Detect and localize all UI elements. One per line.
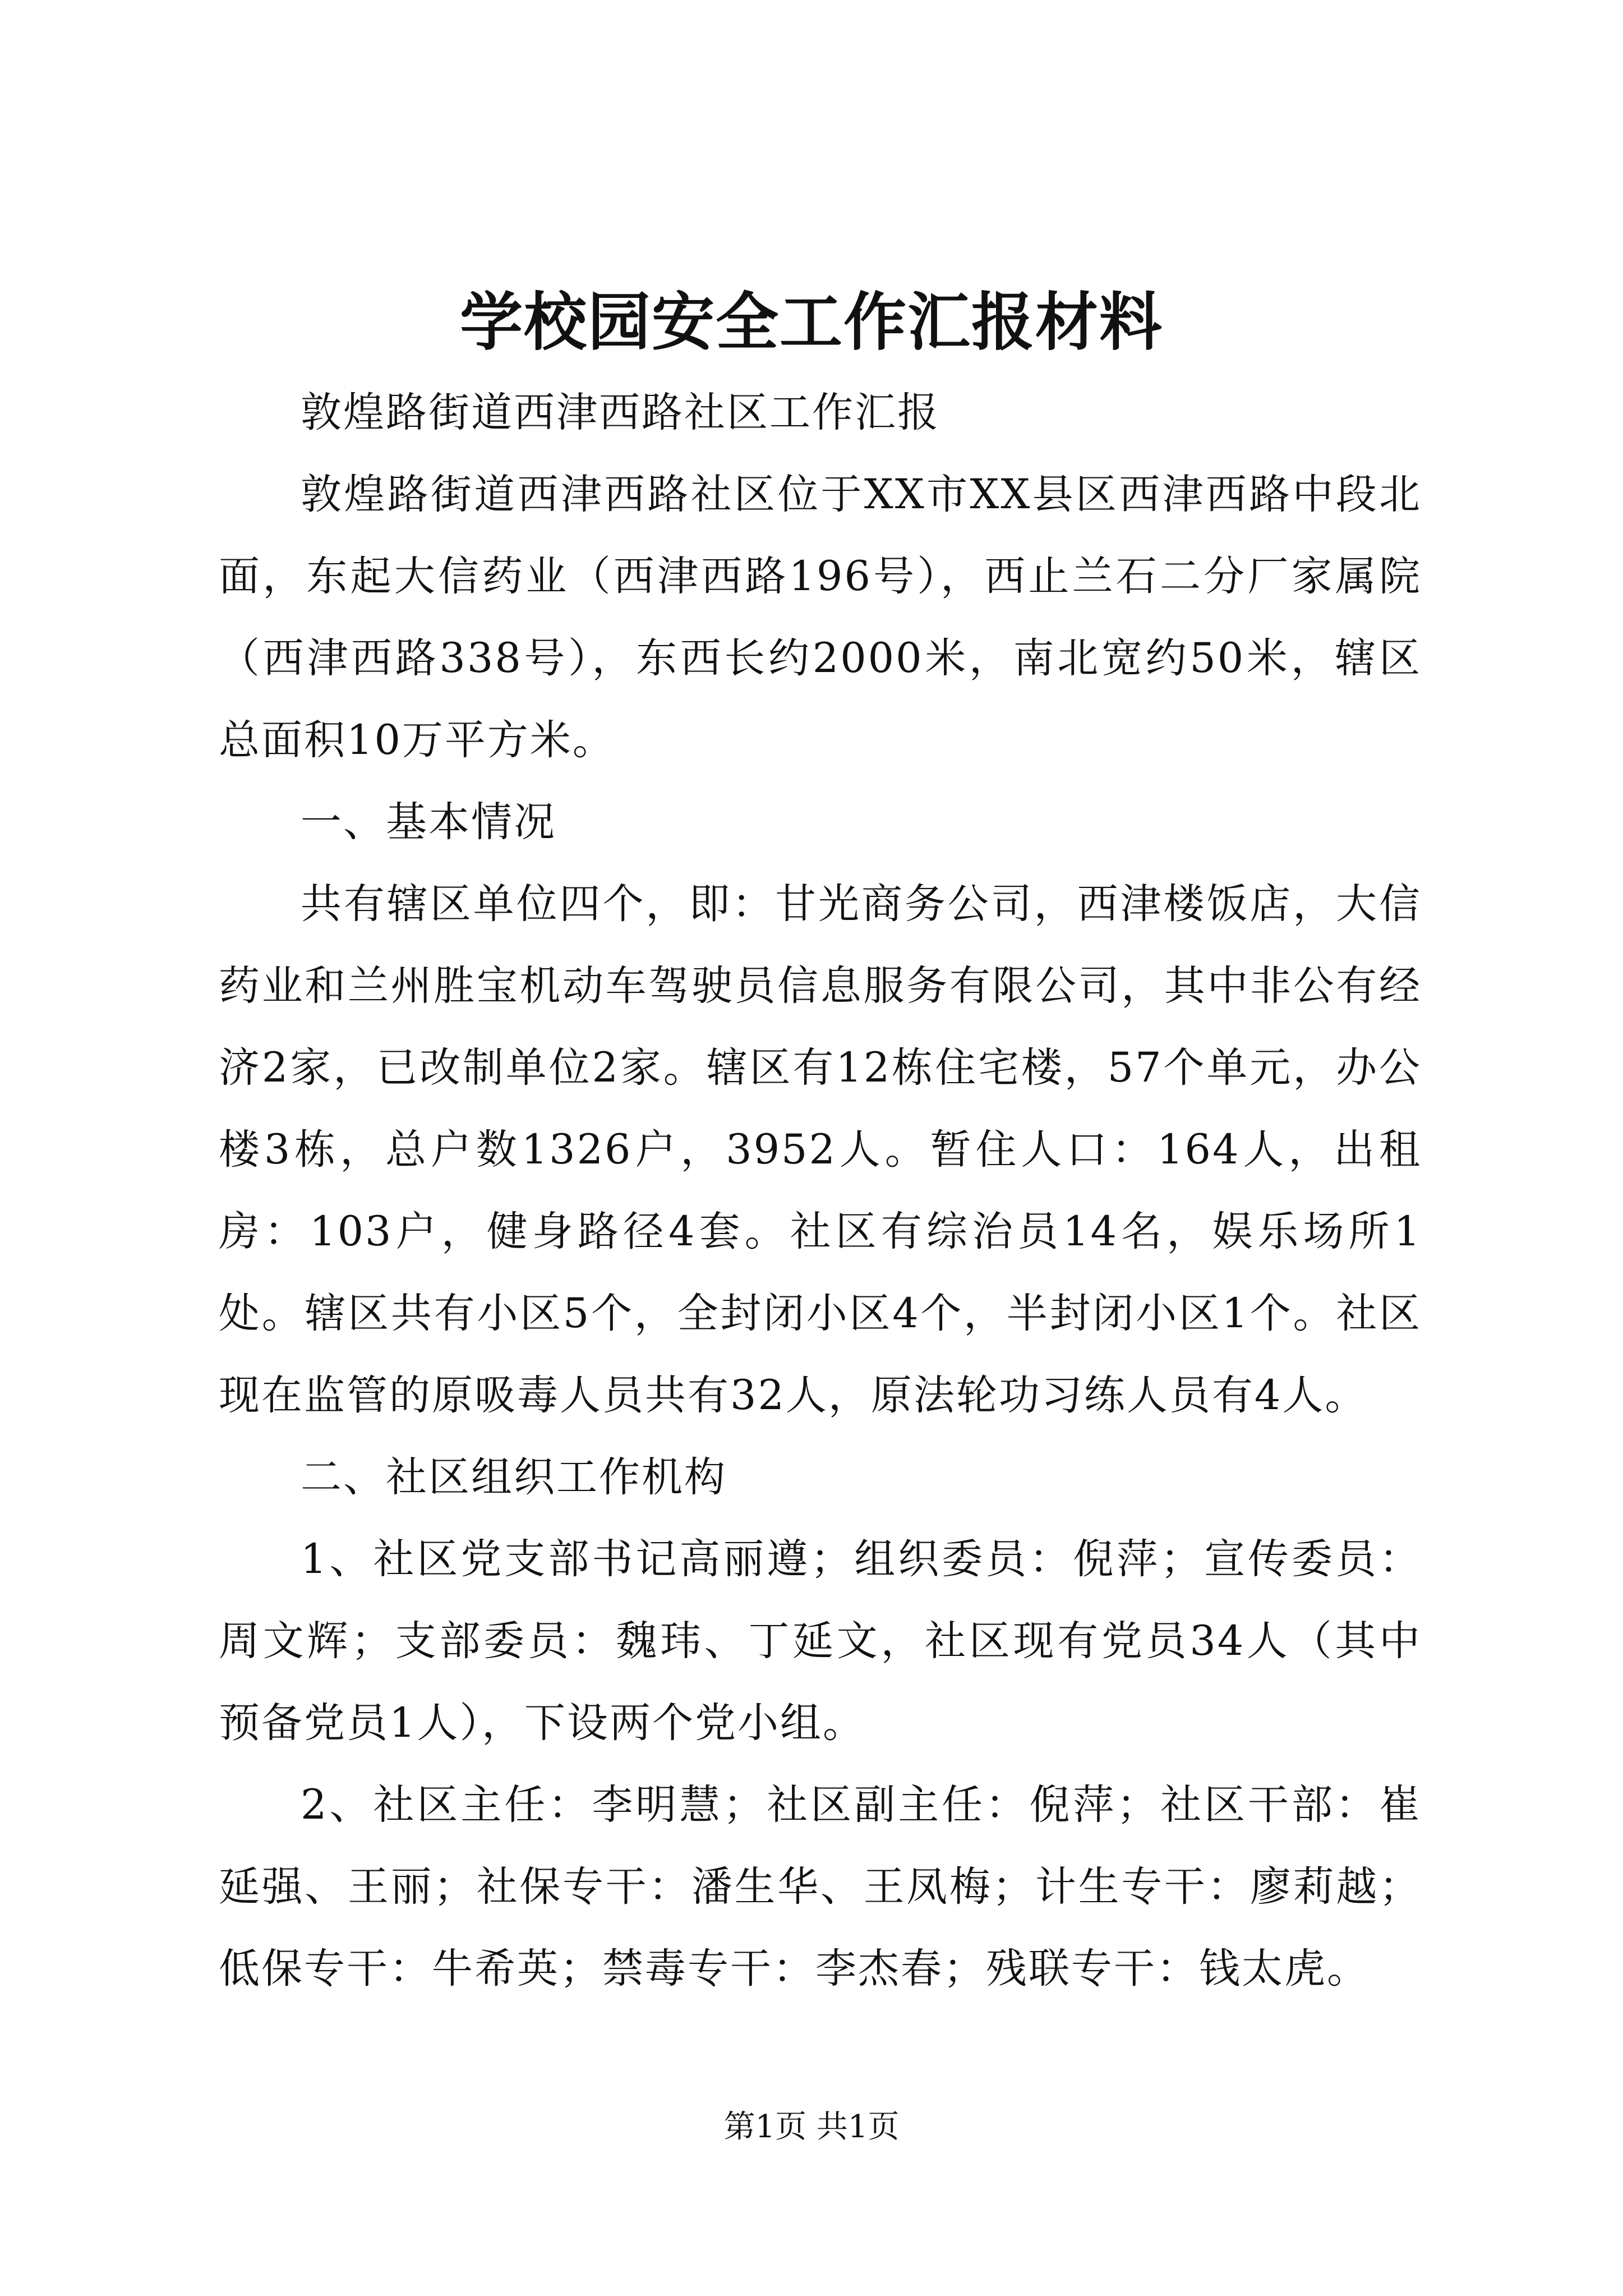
paragraph-report-heading: 敦煌路街道西津西路社区工作汇报	[301, 389, 940, 436]
paragraph-basic-info: 共有辖区单位四个，即：甘光商务公司，西津楼饭店，大信药业和兰州胜宝机动车驾驶员信息服务有限公司，其中非公有经济2家，已改制单位2家。辖区有12栋住宅楼，57个单元，办公楼3栋，总户数1326户，3952人。暂住人口：164人，出租房：103户，健身路径4套。社区有综治员14名，娱乐场所1处。辖区共有小区5个，全封闭小区4个，半封闭小区1个。社区现在监管的原吸毒人员共有32人，原法轮功习练人员有4人。	[219, 880, 1422, 1419]
section-heading-organization: 二、社区组织工作机构	[301, 1453, 727, 1501]
paragraph-community-staff: 2、社区主任：李明慧；社区副主任：倪萍；社区干部：崔延强、王丽；社保专干：潘生华、王凤梅；计生专干：廖莉越；低保专干：牛希英；禁毒专干：李杰春；残联专干：钱太虎。	[219, 1781, 1422, 1993]
section-heading-basic-info: 一、基本情况	[301, 798, 556, 846]
document-body	[219, 372, 1422, 2010]
document-title: 学校园安全工作汇报材料	[460, 286, 1163, 359]
paragraph-party-branch: 1、社区党支部书记高丽遵；组织委员：倪萍；宣传委员：周文辉；支部委员：魏玮、丁延文，社区现有党员34人（其中预备党员1人），下设两个党小组。	[219, 1535, 1422, 1747]
paragraph-location: 敦煌路街道西津西路社区位于XX市XX县区西津西路中段北面，东起大信药业（西津西路196号），西止兰石二分厂家属院（西津西路338号），东西长约2000米，南北宽约50米，辖区总面积10万平方米。	[219, 471, 1422, 764]
page-footer: 第1页 共1页	[723, 2109, 900, 2145]
